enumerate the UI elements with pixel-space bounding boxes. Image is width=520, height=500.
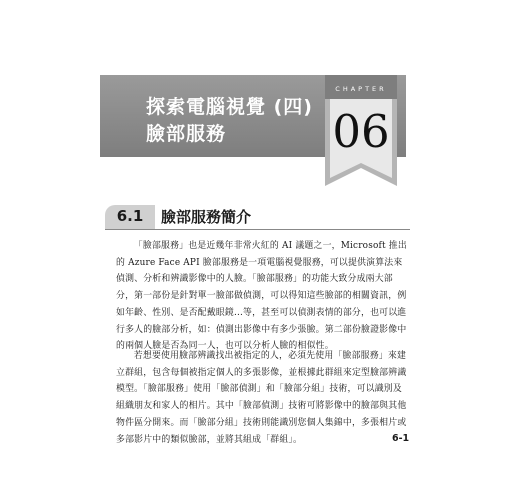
section-number: 6.1 (105, 205, 155, 229)
body-paragraph-1: 「臉部服務」也是近幾年非常火紅的 AI 議題之一，Microsoft 推出的 Azure Face API 臉部服務是一項電腦視覺服務，可以提供演算法來偵測、分析和辨識影像中的人臉。「臉部服務」的功能大致分成兩大部分，第一部份是針對單一臉部做偵測，可以得知這些臉部的相關資訊，例如年齡、性別、是否配戴眼鏡...等，甚至可以偵測表情的部分，也可以進行多人的臉部分析，如：偵測出影像中有多少張臉。第二部份臉證影像中的兩個人臉是否為同一人，也可以分析人臉的相似性。 (116, 241, 407, 352)
chapter-number: 06 (332, 105, 390, 158)
section-title: 臉部服務簡介 (161, 208, 252, 226)
body-paragraph-2: 若想要使用臉部辨識找出被指定的人，必須先使用「臉部服務」來建立群組，包含每個被指定個人的多張影像，並根據此群組來定型臉部辨識模型。「臉部服務」使用「臉部偵測」和「臉部分組」技術，可以識別及組織朋友和家人的相片。其中「臉部偵測」技術可將影像中的臉部與其他物件區分開來。而「臉部分組」技術則能識別您個人集錦中，多張相片或多部影片中的類似臉部，並將其組成「群組」。 (116, 351, 407, 445)
chapter-title-line-1: 探索電腦視覺 (四) (146, 96, 313, 118)
chapter-title-line-2: 臉部服務 (146, 123, 227, 145)
page-number: 6-1 (392, 433, 410, 444)
chapter-label: CHAPTER (335, 85, 387, 93)
section-heading (105, 203, 410, 230)
